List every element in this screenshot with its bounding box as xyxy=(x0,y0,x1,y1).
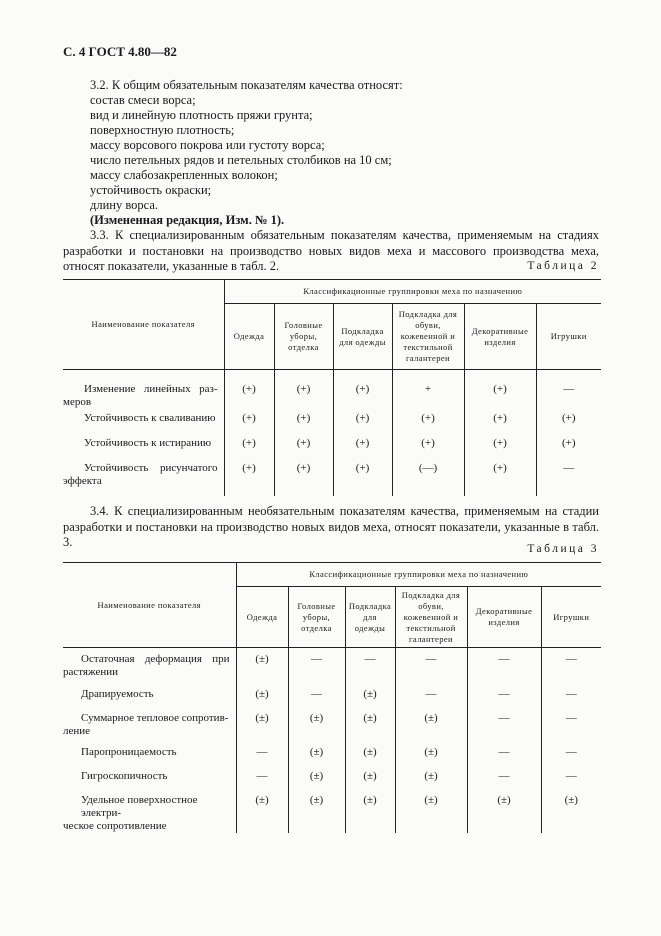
list-item: длину ворса. xyxy=(90,198,159,212)
row-label: ческое сопротивление xyxy=(63,819,167,832)
row-label: Удельное поверхностное электри- xyxy=(81,793,198,819)
table-cell: (±) xyxy=(345,792,395,833)
column-header: Подкладка для обуви, кожевенной и текстильной галантереи xyxy=(392,304,464,370)
table-cell: (+) xyxy=(274,410,333,435)
table-row xyxy=(63,648,601,686)
column-header: Головные уборы, отделка xyxy=(288,587,345,648)
table-cell: (±) xyxy=(288,710,345,744)
table-cell: (±) xyxy=(288,744,345,768)
table-cell: (±) xyxy=(395,768,467,792)
row-label: Изменение линейных раз- xyxy=(84,383,218,395)
list-item: массу ворсового покрова или густоту ворса; xyxy=(90,138,325,152)
list-item: устойчивость окраски; xyxy=(90,183,212,197)
table-cell: (±) xyxy=(541,792,601,833)
table-cell: (+) xyxy=(274,370,333,410)
table-cell: (±) xyxy=(345,744,395,768)
column-header: Декоративные изделия xyxy=(464,304,536,370)
table-cell: (±) xyxy=(236,792,288,833)
table-cell: (+) xyxy=(536,435,601,460)
table-cell: (+) xyxy=(464,460,536,496)
table-row xyxy=(63,792,601,833)
table-cell: (+) xyxy=(464,410,536,435)
column-header: Подкладка для обуви, кожевенной и текстильной галантереи xyxy=(395,587,467,648)
table-cell: — xyxy=(541,710,601,744)
table-cell: (±) xyxy=(395,710,467,744)
table-cell: — xyxy=(541,768,601,792)
column-header: Головные уборы, отделка xyxy=(274,304,333,370)
table-cell: (±) xyxy=(288,792,345,833)
table-2-title: Таблица 2 xyxy=(527,260,599,272)
column-header: Игрушки xyxy=(536,304,601,370)
table-cell: (+) xyxy=(274,435,333,460)
table-cell: (±) xyxy=(236,710,288,744)
row-label: Остаточная деформация при xyxy=(81,653,230,665)
table-cell: — xyxy=(288,686,345,710)
row-label: Устойчивость рисунчатого xyxy=(84,461,218,474)
table-row xyxy=(63,460,601,496)
table-cell: — xyxy=(467,648,541,686)
table-cell: (+) xyxy=(224,460,274,496)
page-header: С. 4 ГОСТ 4.80—82 xyxy=(63,44,177,59)
table-cell: (+) xyxy=(224,435,274,460)
table-cell: — xyxy=(467,686,541,710)
table-cell: (+) xyxy=(224,370,274,410)
table-cell: (+) xyxy=(333,410,392,435)
column-header: Подкладка для одежды xyxy=(345,587,395,648)
list-item: поверхностную плотность; xyxy=(90,123,235,137)
table-cell: (+) xyxy=(333,370,392,410)
amendment-note: (Измененная редакция, Изм. № 1). xyxy=(90,213,285,227)
table-cell: (+) xyxy=(536,410,601,435)
table-3 xyxy=(63,562,601,833)
row-label: Паропроницаемость xyxy=(81,745,177,758)
table-2-group-header: Классификационные группировки меха по назначению xyxy=(224,280,601,304)
column-header: Подкладка для одежды xyxy=(333,304,392,370)
table-cell: (+) xyxy=(392,435,464,460)
table-3-name-header: Наименование показателя xyxy=(63,563,236,648)
row-label: Гигроскопичность xyxy=(81,769,168,782)
list-item: вид и линейную плотность пряжи грунта; xyxy=(90,108,313,122)
row-label: меров xyxy=(63,396,92,408)
list-item: массу слабозакрепленных волокон; xyxy=(90,168,278,182)
table-cell: — xyxy=(236,768,288,792)
table-cell: — xyxy=(536,370,601,410)
table-cell: — xyxy=(541,648,601,686)
table-cell: — xyxy=(467,744,541,768)
column-header: Декоративные изделия xyxy=(467,587,541,648)
table-row xyxy=(63,744,601,768)
row-label: Устойчивость к истиранию xyxy=(84,436,212,449)
table-row xyxy=(63,710,601,744)
table-row xyxy=(63,435,601,460)
table-cell: (+) xyxy=(333,460,392,496)
table-cell: — xyxy=(236,744,288,768)
table-row xyxy=(63,686,601,710)
section-3-3-paragraph: 3.3. К специализированным обязательным показателям качества, применяемым на стадиях разработки и постановки на производство новых видов меха и массового производства меха, относят показатели, указанные в табл. 2. xyxy=(63,228,599,273)
table-cell: (+) xyxy=(392,410,464,435)
section-3-2-intro: 3.2. К общим обязательным показателям качества относят: xyxy=(90,78,403,92)
table-cell: — xyxy=(536,460,601,496)
table-cell: (+) xyxy=(224,410,274,435)
table-2 xyxy=(63,279,601,496)
table-cell: — xyxy=(467,710,541,744)
table-cell: (±) xyxy=(395,792,467,833)
column-header: Игрушки xyxy=(541,587,601,648)
table-row xyxy=(63,370,601,410)
row-label: ление xyxy=(63,724,91,737)
table-cell: (±) xyxy=(345,710,395,744)
section-3-4-paragraph: 3.4. К специализированным необязательным показателям качества, применяемым на стадии разработки и постановки на производство новых видов меха, относят показатели, указанные в табл. 3. xyxy=(63,504,599,549)
table-cell: (±) xyxy=(288,768,345,792)
table-cell: — xyxy=(541,744,601,768)
table-cell: (±) xyxy=(345,686,395,710)
table-cell: — xyxy=(467,768,541,792)
column-header: Одежда xyxy=(224,304,274,370)
table-row xyxy=(63,410,601,435)
table-cell: — xyxy=(395,648,467,686)
table-cell: — xyxy=(288,648,345,686)
row-label: Устойчивость к сваливанию xyxy=(84,411,216,424)
row-label: Суммарное тепловое сопротив- xyxy=(81,711,229,724)
row-label: Драпируемость xyxy=(81,687,154,700)
table-row xyxy=(63,768,601,792)
table-3-group-header: Классификационные группировки меха по назначению xyxy=(236,563,601,587)
list-item: число петельных рядов и петельных столбиков на 10 см; xyxy=(90,153,392,167)
table-2-name-header: Наименование показателя xyxy=(63,280,224,370)
table-cell: (+) xyxy=(274,460,333,496)
row-label: растяжении xyxy=(63,666,118,678)
table-cell: (±) xyxy=(395,744,467,768)
table-cell: (±) xyxy=(467,792,541,833)
table-cell: — xyxy=(541,686,601,710)
table-cell: — xyxy=(345,648,395,686)
column-header: Одежда xyxy=(236,587,288,648)
list-item: состав смеси ворса; xyxy=(90,93,196,107)
row-label: эффекта xyxy=(63,474,102,487)
table-cell: (+) xyxy=(464,370,536,410)
table-cell: — xyxy=(395,686,467,710)
table-cell: (—) xyxy=(392,460,464,496)
table-3-title: Таблица 3 xyxy=(527,543,599,555)
table-cell: (±) xyxy=(345,768,395,792)
table-cell: + xyxy=(392,370,464,410)
table-cell: (+) xyxy=(333,435,392,460)
table-cell: (±) xyxy=(236,686,288,710)
table-cell: (+) xyxy=(464,435,536,460)
table-cell: (±) xyxy=(236,648,288,686)
